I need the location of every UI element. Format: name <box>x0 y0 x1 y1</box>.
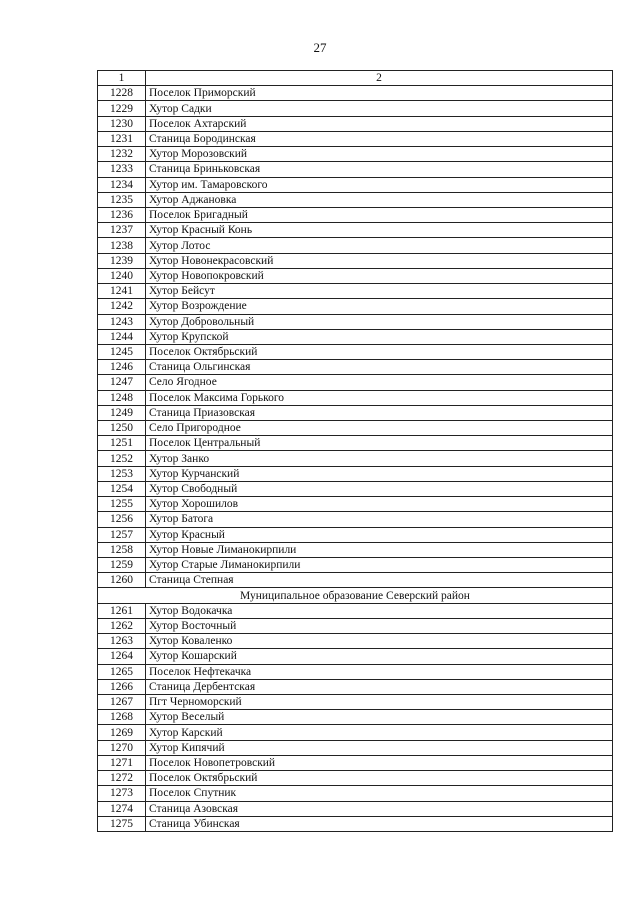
table-row <box>98 740 613 755</box>
settlement-name: Хутор Новопокровский <box>146 268 613 283</box>
table-row <box>98 497 613 512</box>
settlement-name: Хутор Хорошилов <box>146 497 613 512</box>
settlements-table <box>97 70 613 832</box>
table-row <box>98 649 613 664</box>
settlement-name: Хутор Морозовский <box>146 147 613 162</box>
settlement-name: Хутор Новонекрасовский <box>146 253 613 268</box>
settlement-name: Хутор Крупской <box>146 329 613 344</box>
settlement-name: Поселок Октябрьский <box>146 344 613 359</box>
page-number: 27 <box>313 40 327 55</box>
row-number: 1259 <box>98 558 146 573</box>
row-number: 1249 <box>98 405 146 420</box>
settlement-name: Станица Дербентская <box>146 679 613 694</box>
table-row <box>98 801 613 816</box>
row-number: 1251 <box>98 436 146 451</box>
row-number: 1246 <box>98 360 146 375</box>
row-number: 1243 <box>98 314 146 329</box>
settlement-name: Поселок Приморский <box>146 86 613 101</box>
settlement-name: Хутор Садки <box>146 101 613 116</box>
row-number: 1233 <box>98 162 146 177</box>
settlement-name: Хутор Новые Лиманокирпили <box>146 542 613 557</box>
table-row <box>98 481 613 496</box>
row-number: 1250 <box>98 421 146 436</box>
row-number: 1269 <box>98 725 146 740</box>
table-row <box>98 207 613 222</box>
row-number: 1264 <box>98 649 146 664</box>
settlement-name: Поселок Бригадный <box>146 207 613 222</box>
table-row <box>98 223 613 238</box>
row-number: 1271 <box>98 755 146 770</box>
row-number: 1228 <box>98 86 146 101</box>
settlement-name: Станица Азовская <box>146 801 613 816</box>
settlement-name: Хутор Лотос <box>146 238 613 253</box>
table-row <box>98 618 613 633</box>
settlement-name: Станица Ольгинская <box>146 360 613 375</box>
table-row <box>98 664 613 679</box>
row-number: 1273 <box>98 786 146 801</box>
table-row <box>98 634 613 649</box>
table-row <box>98 360 613 375</box>
row-number: 1258 <box>98 542 146 557</box>
table-row <box>98 177 613 192</box>
row-number: 1268 <box>98 710 146 725</box>
table-row <box>98 192 613 207</box>
settlement-name: Хутор Кипячий <box>146 740 613 755</box>
table-row <box>98 86 613 101</box>
settlement-name: Хутор Занко <box>146 451 613 466</box>
table-row <box>98 253 613 268</box>
table-row <box>98 436 613 451</box>
row-number: 1241 <box>98 284 146 299</box>
settlement-name: Поселок Нефтекачка <box>146 664 613 679</box>
settlement-name: Хутор Добровольный <box>146 314 613 329</box>
table-row <box>98 284 613 299</box>
table-row <box>98 466 613 481</box>
settlement-name: Пгт Черноморский <box>146 694 613 709</box>
settlement-name: Поселок Максима Горького <box>146 390 613 405</box>
row-number: 1266 <box>98 679 146 694</box>
table-row <box>98 162 613 177</box>
row-number: 1231 <box>98 131 146 146</box>
settlement-name: Хутор Курчанский <box>146 466 613 481</box>
settlement-name: Поселок Новопетровский <box>146 755 613 770</box>
settlement-name: Станица Степная <box>146 573 613 588</box>
settlement-name: Хутор Кошарский <box>146 649 613 664</box>
table-row <box>98 694 613 709</box>
settlement-name: Хутор Батога <box>146 512 613 527</box>
table-row <box>98 755 613 770</box>
table-row <box>98 421 613 436</box>
settlement-name: Хутор Возрождение <box>146 299 613 314</box>
table-row <box>98 344 613 359</box>
settlement-name: Поселок Ахтарский <box>146 116 613 131</box>
row-number: 1234 <box>98 177 146 192</box>
column-header-name: 2 <box>146 71 613 86</box>
settlement-name: Хутор Красный Конь <box>146 223 613 238</box>
table-row <box>98 710 613 725</box>
settlement-name: Станица Бриньковская <box>146 162 613 177</box>
settlement-name: Хутор Свободный <box>146 481 613 496</box>
table-row <box>98 147 613 162</box>
settlement-name: Село Ягодное <box>146 375 613 390</box>
row-number: 1237 <box>98 223 146 238</box>
row-number: 1245 <box>98 344 146 359</box>
settlement-name: Поселок Центральный <box>146 436 613 451</box>
table-row <box>98 786 613 801</box>
row-number: 1239 <box>98 253 146 268</box>
table-row <box>98 375 613 390</box>
settlement-name: Станица Приазовская <box>146 405 613 420</box>
table-row <box>98 725 613 740</box>
section-row <box>98 588 613 603</box>
table-row <box>98 131 613 146</box>
table-row <box>98 771 613 786</box>
table-row <box>98 238 613 253</box>
row-number: 1262 <box>98 618 146 633</box>
settlement-name: Хутор Веселый <box>146 710 613 725</box>
table-row <box>98 101 613 116</box>
row-number: 1235 <box>98 192 146 207</box>
table-row <box>98 314 613 329</box>
settlement-name: Хутор Водокачка <box>146 603 613 618</box>
settlement-name: Станица Убинская <box>146 816 613 831</box>
table-row <box>98 573 613 588</box>
settlement-name: Хутор Красный <box>146 527 613 542</box>
settlement-name: Хутор Карский <box>146 725 613 740</box>
table-row <box>98 299 613 314</box>
row-number: 1240 <box>98 268 146 283</box>
row-number: 1238 <box>98 238 146 253</box>
settlement-name: Хутор Восточный <box>146 618 613 633</box>
settlement-name: Хутор Коваленко <box>146 634 613 649</box>
table-row <box>98 816 613 831</box>
settlement-name: Село Пригородное <box>146 421 613 436</box>
row-number: 1244 <box>98 329 146 344</box>
table-body <box>98 71 613 832</box>
row-number: 1260 <box>98 573 146 588</box>
row-number: 1265 <box>98 664 146 679</box>
row-number: 1253 <box>98 466 146 481</box>
table-row <box>98 268 613 283</box>
row-number: 1248 <box>98 390 146 405</box>
table-row <box>98 679 613 694</box>
row-number: 1229 <box>98 101 146 116</box>
row-number: 1232 <box>98 147 146 162</box>
row-number: 1252 <box>98 451 146 466</box>
table-row <box>98 558 613 573</box>
table-row <box>98 329 613 344</box>
table-row <box>98 527 613 542</box>
column-header-number: 1 <box>98 71 146 86</box>
row-number: 1272 <box>98 771 146 786</box>
row-number: 1247 <box>98 375 146 390</box>
table-row <box>98 542 613 557</box>
row-number: 1275 <box>98 816 146 831</box>
table-row <box>98 116 613 131</box>
settlement-name: Хутор им. Тамаровского <box>146 177 613 192</box>
table-row <box>98 405 613 420</box>
settlement-name: Хутор Бейсут <box>146 284 613 299</box>
row-number: 1255 <box>98 497 146 512</box>
section-title: Муниципальное образование Северский район <box>98 588 613 603</box>
row-number: 1267 <box>98 694 146 709</box>
row-number: 1257 <box>98 527 146 542</box>
row-number: 1230 <box>98 116 146 131</box>
settlement-name: Хутор Аджановка <box>146 192 613 207</box>
table-row <box>98 451 613 466</box>
row-number: 1270 <box>98 740 146 755</box>
table-row <box>98 512 613 527</box>
settlement-name: Поселок Спутник <box>146 786 613 801</box>
row-number: 1274 <box>98 801 146 816</box>
row-number: 1254 <box>98 481 146 496</box>
table-row <box>98 390 613 405</box>
table-header-row <box>98 71 613 86</box>
row-number: 1261 <box>98 603 146 618</box>
row-number: 1236 <box>98 207 146 222</box>
row-number: 1242 <box>98 299 146 314</box>
settlement-name: Поселок Октябрьский <box>146 771 613 786</box>
row-number: 1263 <box>98 634 146 649</box>
settlement-name: Хутор Старые Лиманокирпили <box>146 558 613 573</box>
table-row <box>98 603 613 618</box>
settlement-name: Станица Бородинская <box>146 131 613 146</box>
row-number: 1256 <box>98 512 146 527</box>
